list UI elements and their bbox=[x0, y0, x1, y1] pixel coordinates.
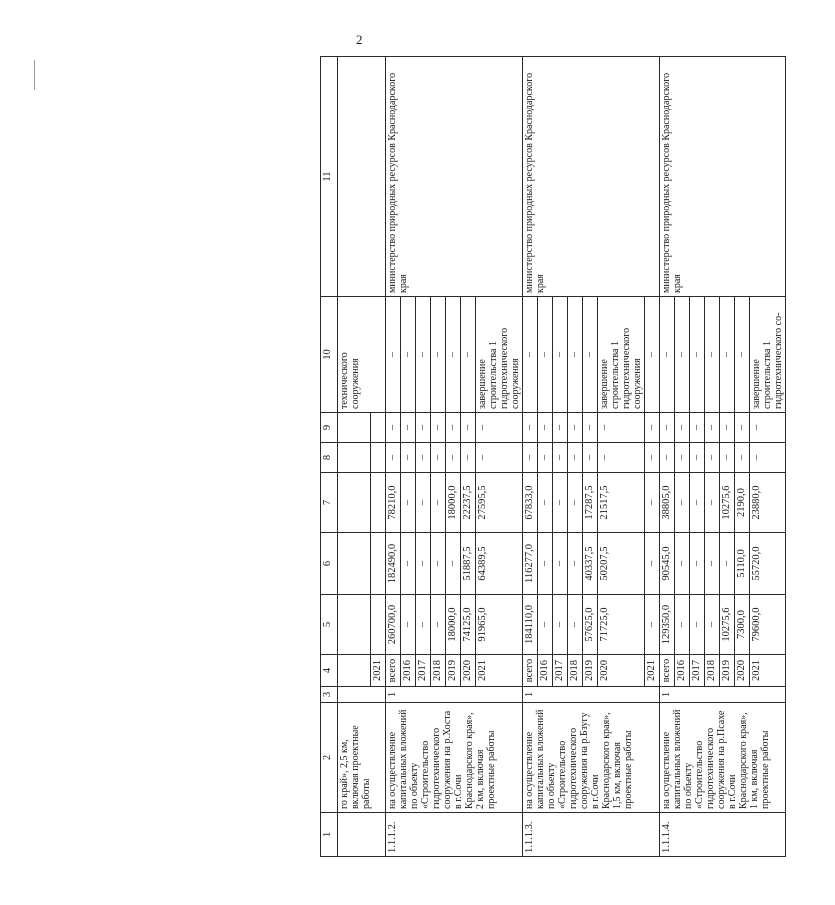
count-cell bbox=[338, 687, 386, 703]
value-regional: 182490,0 bbox=[386, 533, 401, 595]
value-col9: – bbox=[416, 413, 431, 443]
column-header: 6 bbox=[321, 533, 338, 595]
value-cell bbox=[338, 473, 371, 533]
value-regional: – bbox=[705, 533, 720, 595]
result-cell: – bbox=[461, 297, 476, 413]
value-total: 7300,0 bbox=[735, 595, 750, 655]
value-regional: – bbox=[446, 533, 461, 595]
year-cell: 2019 bbox=[446, 655, 461, 687]
year-cell: 2017 bbox=[416, 655, 431, 687]
year-cell: 2021 bbox=[645, 655, 660, 687]
year-cell: 2020 bbox=[598, 655, 645, 687]
value-col9: – bbox=[583, 413, 598, 443]
value-col8: – bbox=[553, 443, 568, 473]
year-cell: 2020 bbox=[735, 655, 750, 687]
value-col9: – bbox=[386, 413, 401, 443]
value-regional: – bbox=[568, 533, 583, 595]
column-header: 10 bbox=[321, 297, 338, 413]
measure-count: 1 bbox=[523, 687, 660, 703]
value-total: 57625,0 bbox=[583, 595, 598, 655]
column-header: 3 bbox=[321, 687, 338, 703]
value-col9: – bbox=[553, 413, 568, 443]
result-cell: – bbox=[538, 297, 553, 413]
value-col9: – bbox=[645, 413, 660, 443]
value-total: 184110,0 bbox=[523, 595, 538, 655]
value-col8: – bbox=[735, 443, 750, 473]
value-regional: – bbox=[645, 533, 660, 595]
value-local: – bbox=[401, 473, 416, 533]
value-cell bbox=[338, 533, 371, 595]
responsible-cell: министерство природных ресурсов Краснодарского края bbox=[523, 57, 660, 297]
value-cell bbox=[371, 473, 386, 533]
value-total: – bbox=[416, 595, 431, 655]
value-col9: – bbox=[568, 413, 583, 443]
column-header: 4 bbox=[321, 655, 338, 687]
column-header: 2 bbox=[321, 703, 338, 813]
value-local: – bbox=[431, 473, 446, 533]
year-cell: всего bbox=[386, 655, 401, 687]
program-table bbox=[320, 56, 786, 857]
year-cell: 2019 bbox=[720, 655, 735, 687]
table-row bbox=[386, 57, 401, 857]
value-regional: – bbox=[720, 533, 735, 595]
result-cell: – bbox=[645, 297, 660, 413]
value-total: 129350,0 bbox=[660, 595, 675, 655]
value-local: – bbox=[416, 473, 431, 533]
result-cell: завершение строительства 1 гидротехнического сооружения bbox=[598, 297, 645, 413]
value-total: 74125,0 bbox=[461, 595, 476, 655]
year-cell: 2016 bbox=[675, 655, 690, 687]
value-total: 260700,0 bbox=[386, 595, 401, 655]
value-cell bbox=[338, 595, 371, 655]
page-number: 2 bbox=[356, 32, 363, 47]
value-local: 27595,5 bbox=[476, 473, 523, 533]
measure-code: 1.1.1.4. bbox=[660, 813, 786, 857]
value-col9: – bbox=[675, 413, 690, 443]
year-cell: всего bbox=[523, 655, 538, 687]
responsible-cell: министерство природных ресурсов Краснодарского края bbox=[386, 57, 523, 297]
value-col9: – bbox=[401, 413, 416, 443]
measure-count: 1 bbox=[660, 687, 786, 703]
result-cell: – bbox=[401, 297, 416, 413]
value-local: 21517,5 bbox=[598, 473, 645, 533]
value-col9: – bbox=[660, 413, 675, 443]
value-regional: – bbox=[538, 533, 553, 595]
value-col9: – bbox=[523, 413, 538, 443]
value-regional: 5110,0 bbox=[735, 533, 750, 595]
value-col8: – bbox=[690, 443, 705, 473]
value-col9: – bbox=[598, 413, 645, 443]
value-total: – bbox=[690, 595, 705, 655]
table-row bbox=[660, 57, 675, 857]
value-local: – bbox=[675, 473, 690, 533]
year-cell bbox=[338, 655, 371, 687]
value-cell bbox=[371, 533, 386, 595]
value-regional: – bbox=[675, 533, 690, 595]
measure-description: на осуществление капитальных вложений по объекту «Строительство гидротехнического сооружения на р.Хоста в г.Сочи Краснодарского края», 2 км, включая проектные работы bbox=[386, 703, 523, 813]
value-cell bbox=[371, 595, 386, 655]
value-cell bbox=[371, 413, 386, 443]
value-local: 67833,0 bbox=[523, 473, 538, 533]
year-cell: 2018 bbox=[705, 655, 720, 687]
year-cell: 2016 bbox=[401, 655, 416, 687]
measure-code: 1.1.1.3. bbox=[523, 813, 660, 857]
result-cell: завершение строительства 1 гидротехнического со- bbox=[750, 297, 786, 413]
value-col9: – bbox=[735, 413, 750, 443]
value-regional: 51887,5 bbox=[461, 533, 476, 595]
measure-description: на осуществление капитальных вложений по объекту «Строительство гидротехнического сооружения на р.Псахе в г.Сочи Краснодарского края», 1 км, включая проектные работы bbox=[660, 703, 786, 813]
column-header: 1 bbox=[321, 813, 338, 857]
result-cell: – bbox=[446, 297, 461, 413]
result-cell: – bbox=[553, 297, 568, 413]
result-cell: – bbox=[386, 297, 401, 413]
value-local: 18000,0 bbox=[446, 473, 461, 533]
value-col8: – bbox=[446, 443, 461, 473]
value-col9: – bbox=[690, 413, 705, 443]
result-cell: – bbox=[583, 297, 598, 413]
value-total: – bbox=[553, 595, 568, 655]
value-col9: – bbox=[446, 413, 461, 443]
value-col9: – bbox=[476, 413, 523, 443]
continuation-row bbox=[338, 57, 371, 857]
value-col8: – bbox=[598, 443, 645, 473]
responsible-cell bbox=[338, 57, 386, 297]
result-cell: – bbox=[705, 297, 720, 413]
result-cell: – bbox=[675, 297, 690, 413]
value-cell bbox=[338, 413, 371, 443]
value-col8: – bbox=[523, 443, 538, 473]
value-col8: – bbox=[416, 443, 431, 473]
code-cell bbox=[338, 813, 386, 857]
result-cell: – bbox=[568, 297, 583, 413]
value-total: – bbox=[431, 595, 446, 655]
result-cell: – bbox=[690, 297, 705, 413]
value-col8: – bbox=[401, 443, 416, 473]
value-local: – bbox=[690, 473, 705, 533]
value-regional: – bbox=[690, 533, 705, 595]
responsible-cell: министерство природных ресурсов Краснодарского края bbox=[660, 57, 786, 297]
year-cell: 2018 bbox=[568, 655, 583, 687]
measure-description: на осуществление капитальных вложений по объекту «Строительство гидротехнического сооружения на р.Бзугу в г.Сочи Краснодарского края», 1,5 км, включая проектные работы bbox=[523, 703, 660, 813]
result-cell: – bbox=[720, 297, 735, 413]
value-col8: – bbox=[705, 443, 720, 473]
value-total: 10275,6 bbox=[720, 595, 735, 655]
column-header: 5 bbox=[321, 595, 338, 655]
result-cell: – bbox=[416, 297, 431, 413]
result-cell: – bbox=[431, 297, 446, 413]
column-header: 11 bbox=[321, 57, 338, 297]
value-local: 23880,0 bbox=[750, 473, 786, 533]
value-local: 2190,0 bbox=[735, 473, 750, 533]
value-regional: 116277,0 bbox=[523, 533, 538, 595]
value-col8: – bbox=[720, 443, 735, 473]
value-local: – bbox=[705, 473, 720, 533]
value-col8: – bbox=[386, 443, 401, 473]
measure-code: 1.1.1.2. bbox=[386, 813, 523, 857]
value-total: – bbox=[645, 595, 660, 655]
value-total: 18000,0 bbox=[446, 595, 461, 655]
value-local: 17287,5 bbox=[583, 473, 598, 533]
value-total: – bbox=[705, 595, 720, 655]
result-cell: – bbox=[735, 297, 750, 413]
result-cell: – bbox=[523, 297, 538, 413]
value-regional: – bbox=[553, 533, 568, 595]
value-regional: 55720,0 bbox=[750, 533, 786, 595]
value-local: 22237,5 bbox=[461, 473, 476, 533]
value-regional: 90545,0 bbox=[660, 533, 675, 595]
value-local: – bbox=[538, 473, 553, 533]
value-col8: – bbox=[431, 443, 446, 473]
value-col9: – bbox=[705, 413, 720, 443]
value-col8: – bbox=[675, 443, 690, 473]
header-row bbox=[321, 57, 338, 857]
value-local: – bbox=[645, 473, 660, 533]
value-local: – bbox=[553, 473, 568, 533]
year-cell: всего bbox=[660, 655, 675, 687]
value-regional: 40337,5 bbox=[583, 533, 598, 595]
value-col8: – bbox=[538, 443, 553, 473]
value-col9: – bbox=[461, 413, 476, 443]
value-regional: – bbox=[431, 533, 446, 595]
value-total: – bbox=[538, 595, 553, 655]
column-header: 7 bbox=[321, 473, 338, 533]
value-cell bbox=[338, 443, 371, 473]
value-local: 38805,0 bbox=[660, 473, 675, 533]
year-cell: 2021 bbox=[750, 655, 786, 687]
value-total: – bbox=[675, 595, 690, 655]
column-header: 9 bbox=[321, 413, 338, 443]
column-header: 8 bbox=[321, 443, 338, 473]
value-col8: – bbox=[583, 443, 598, 473]
value-col8: – bbox=[568, 443, 583, 473]
value-col9: – bbox=[538, 413, 553, 443]
year-cell: 2021 bbox=[476, 655, 523, 687]
value-col8: – bbox=[476, 443, 523, 473]
value-total: – bbox=[401, 595, 416, 655]
year-cell: 2017 bbox=[690, 655, 705, 687]
value-col8: – bbox=[461, 443, 476, 473]
value-total: 71725,0 bbox=[598, 595, 645, 655]
value-col8: – bbox=[660, 443, 675, 473]
year-cell: 2017 bbox=[553, 655, 568, 687]
value-col8: – bbox=[645, 443, 660, 473]
value-col9: – bbox=[750, 413, 786, 443]
value-col9: – bbox=[720, 413, 735, 443]
rotated-table-sheet bbox=[320, 57, 835, 857]
continuation-col10: технического сооружения bbox=[338, 297, 386, 413]
value-col8: – bbox=[750, 443, 786, 473]
value-regional: 64389,5 bbox=[476, 533, 523, 595]
value-regional: – bbox=[416, 533, 431, 595]
value-total: – bbox=[568, 595, 583, 655]
value-regional: – bbox=[401, 533, 416, 595]
year-cell: 2018 bbox=[431, 655, 446, 687]
year-cell: 2021 bbox=[371, 655, 386, 687]
value-local: 78210,0 bbox=[386, 473, 401, 533]
result-cell: – bbox=[660, 297, 675, 413]
year-cell: 2019 bbox=[583, 655, 598, 687]
value-local: – bbox=[568, 473, 583, 533]
value-total: 91965,0 bbox=[476, 595, 523, 655]
value-regional: 50207,5 bbox=[598, 533, 645, 595]
value-col9: – bbox=[431, 413, 446, 443]
table-row bbox=[523, 57, 538, 857]
value-cell bbox=[371, 443, 386, 473]
value-total: 79600,0 bbox=[750, 595, 786, 655]
margin-line bbox=[34, 60, 35, 90]
result-cell: завершение строительства 1 гидротехнического сооружения bbox=[476, 297, 523, 413]
year-cell: 2016 bbox=[538, 655, 553, 687]
measure-count: 1 bbox=[386, 687, 523, 703]
value-local: 10275,6 bbox=[720, 473, 735, 533]
continuation-text: го край», 2,5 км, включая проектные работы bbox=[338, 703, 386, 813]
year-cell: 2020 bbox=[461, 655, 476, 687]
